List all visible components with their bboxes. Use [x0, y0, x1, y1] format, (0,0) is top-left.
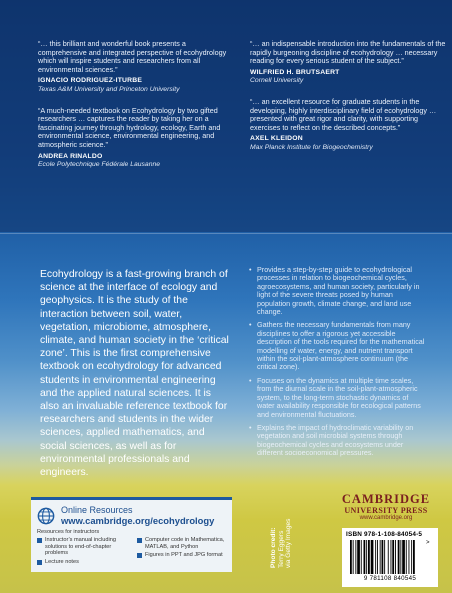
section-divider: [0, 233, 452, 234]
feature-bullet: • Explains the impact of hydroclimatic variability on vegetation and soil microbial systems through biogeochemical cycles and ecosystems under different socioeconomical pressures.: [249, 424, 425, 458]
feature-bullet: • Focuses on the dynamics at multiple time scales, from the diurnal scale in the soil-plant-atmospheric system, to the long-term stochastic dynamics of water availability responsible for ecological patterns and environmental fluctuations.: [249, 377, 425, 419]
resource-item: Instructor’s manual including solutions to end-of-chapter problems: [37, 537, 131, 557]
publisher-name: CAMBRIDGE: [341, 492, 431, 506]
globe-icon: [37, 507, 55, 525]
photo-credit-line: Terry Eggers: [277, 530, 285, 568]
quote-affiliation: Texas A&M University and Princeton University: [38, 85, 180, 93]
quote-author: IGNACIO RODRIGUEZ-ITURBE: [38, 77, 143, 85]
publisher-url: www.cambridge.org: [359, 515, 413, 521]
quote-affiliation: Ecole Polytechnique Fédérale Lausanne: [38, 161, 161, 169]
isbn-text: ISBN 978-1-108-84054-5: [346, 531, 423, 538]
barcode-extension-mark: >: [426, 540, 430, 546]
resources-right-column: [137, 537, 231, 561]
quotes-left-column: [38, 40, 236, 182]
quote-block: [250, 40, 448, 86]
feature-bullet-list: [249, 266, 425, 463]
quote-block: [38, 40, 236, 95]
quote-text: “A much-needed textbook on Ecohydrology by two gifted researchers … captures the reader by taking her on a fascinating journey through hydrology, ecology, Earth and environmental science, environmental engineering, and atmospheric science.”: [38, 105, 221, 149]
quote-block: [250, 98, 448, 153]
barcode-icon: [350, 540, 434, 574]
online-resources-link[interactable]: www.cambridge.org/ecohydrology: [61, 515, 215, 526]
publisher-press: UNIVERSITY PRESS: [344, 506, 428, 515]
quote-author: WILFRIED H. BRUTSAERT: [250, 68, 340, 76]
quote-block: [38, 107, 236, 170]
photo-credit-label: Photo credit:: [270, 527, 277, 568]
resources-heading: Resources for instructors: [37, 529, 100, 535]
quote-affiliation: Max Planck Institute for Biogeochemistry: [250, 143, 373, 151]
quote-text: “… this brilliant and wonderful book presents a comprehensive and integrated perspective of ecohydrology which will inspire students and researchers from all environmental sciences.”: [38, 39, 227, 74]
book-description: Ecohydrology is a fast-growing branch of science at the interface of ecology and geophysics. It is the study of the interaction between soil, water, vegetation, microbiome, atmosphere, climate, and human society in the ‘critical zone’. This is the first comprehensive textbook on ecohydrology for advanced students in environmental engineering and the applied natural sciences. It is also an invaluable reference textbook for researchers and students in the wider sciences, applied mathematics, and social sciences, as well as for environmental professionals and engineers.: [40, 269, 229, 479]
feature-bullet: • Provides a step-by-step guide to ecohydrological processes in relation to biogeochemical cycles, agroecosystems, and human society, particularly in light of the severe threats posed by human population growth, climate change, and land use change.: [249, 266, 425, 316]
photo-credit-line: via Getty Images: [285, 518, 293, 568]
barcode-panel: [342, 528, 438, 587]
quote-author: ANDREA RINALDO: [38, 152, 103, 160]
photo-credit: [270, 519, 293, 568]
online-resources-title: Online Resources: [61, 505, 133, 515]
barcode-digits: 9 781108 840545: [363, 575, 417, 582]
resource-item: Computer code in Mathematica, MATLAB, and Python: [137, 537, 231, 550]
online-resources-box: [31, 497, 232, 572]
feature-bullet: • Gathers the necessary fundamentals from many disciplines to offer a rigorous yet accessible description of the tools required for the mathematical modelling of water, energy, and nutrient transport within the soil-plant-atmosphere continuum (the critical zone).: [249, 321, 425, 371]
quote-author: AXEL KLEIDON: [250, 135, 303, 143]
quote-text: “… an excellent resource for graduate students in the developing, highly interdisciplinary field of ecohydrology … presented with great rigor and clarity, with supporting exercises to reflect on the described concepts.”: [250, 96, 437, 132]
resource-item: Figures in PPT and JPG format: [137, 552, 231, 559]
resources-left-column: [37, 537, 131, 567]
quote-text: “… an indispensable introduction into the fundamentals of the rapidly burgeoning discipline of ecohydrology … necessary reading for every serious student of the subject.”: [250, 39, 446, 66]
quotes-right-column: [250, 40, 448, 165]
publisher-logo: [338, 492, 434, 521]
resource-item: Lecture notes: [37, 559, 131, 566]
quote-affiliation: Cornell University: [250, 77, 304, 85]
